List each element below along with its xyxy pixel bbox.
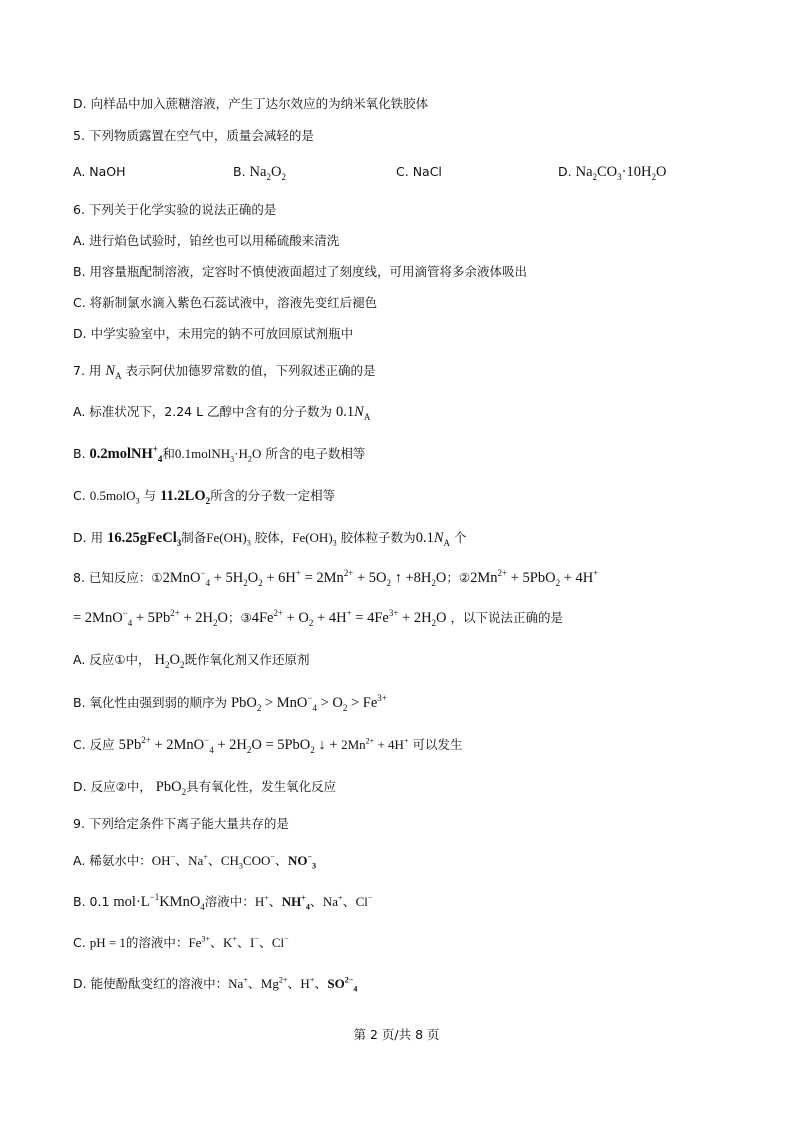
q5-stem: 5. 下列物质露置在空气中，质量会减轻的是 bbox=[73, 128, 314, 143]
q5-option-a: A. NaOH bbox=[73, 164, 126, 179]
q7-option-a: A. 标准状况下，2.24 L 乙醇中含有的分子数为 $0.1N_A$ bbox=[73, 404, 371, 422]
q5-option-c: C. NaCl bbox=[396, 164, 442, 179]
q9-option-c: C. pH = 1的溶液中：$Fe^{3+}$、K+、I−、Cl− bbox=[73, 934, 289, 950]
q7-option-b: B. 0.2molNH+$_4$和$0.1molNH_3\cdot H_2O$ 所含的电子数相等 bbox=[73, 444, 366, 464]
page-footer: 第 2 页/共 8 页 bbox=[353, 1027, 440, 1042]
q5-option-b: B. $Na_2O_2$ bbox=[233, 164, 286, 182]
q8-stem-line2: = $2MnO^-_4 + 5Pb^{2+} + 2H_2O$；$③4Fe^{2+} + O_2 + 4H^+ = 4Fe^{3+} + 2H_2O$ ，以下说法正确的是 bbox=[73, 608, 564, 628]
q8-stem-line1: 8. 已知反应：①2MnO−$_4$ + $5H_2O_2 + 6H^+ = 2Mn^{2+} + 5O_2$ ↑ $+8H_2O$；$②2Mn^{2+} + 5PbO_2 + 4H^+$ bbox=[73, 568, 599, 588]
q8-option-c: C. 反应 $5Pb^{2+} + 2MnO^-_4 + 2H_2O = 5PbO_2$ ↓ + $2Mn^{2+} + 4H^+$ 可以发生 bbox=[73, 735, 463, 755]
q9-option-a: A. 稀氨水中：OH−、Na+、$CH_3COO^-$、$NO^-_3$ bbox=[73, 852, 317, 871]
q6-option-a: A. 进行焰色试验时，铂丝也可以用稀硫酸来清洗 bbox=[73, 233, 340, 248]
q6-stem: 6. 下列关于化学实验的说法正确的是 bbox=[73, 202, 277, 217]
q4-option-d: D. 向样品中加入蔗糖溶液，产生丁达尔效应的为纳米氧化铁胶体 bbox=[73, 96, 429, 111]
q6-option-d: D. 中学实验室中，未用完的钠不可放回原试剂瓶中 bbox=[73, 326, 354, 341]
q7-option-d: D. 用 16.25gFeCl$_3$制备$Fe(OH)_3$ 胶体，$Fe(OH)_3$ 胶体粒子数为$0.1N_A$ 个 bbox=[73, 530, 467, 548]
q9-option-b: B. 0.1 $mol\cdot L^{-1}KMnO_4$溶液中：H+、$NH^+_4$、Na+、Cl− bbox=[73, 892, 373, 912]
q8-option-b: B. 氧化性由强到弱的顺序为 $PbO_2 > MnO^-_4 > O_2 > Fe^{3+}$ bbox=[73, 693, 387, 713]
q6-option-c: C. 将新制氯水滴入紫色石蕊试液中，溶液先变红后褪色 bbox=[73, 295, 378, 310]
q9-stem: 9. 下列给定条件下离子能大量共存的是 bbox=[73, 816, 289, 831]
q8-option-a: A. 反应①中， $H_2O_2$既作氧化剂又作还原剂 bbox=[73, 652, 310, 670]
q8-option-d: D. 反应②中， PbO$_2$具有氧化性，发生氧化反应 bbox=[73, 779, 337, 797]
q7-stem: 7. 用 $N_A$ 表示阿伏加德罗常数的值，下列叙述正确的是 bbox=[73, 363, 376, 381]
q9-option-d: D. 能使酚酞变红的溶液中：Na+、$Mg^{2+}$、H+、$SO^{2-}_4$ bbox=[73, 975, 358, 994]
q7-option-c: C. 0.5molO$_3$ 与 $11.2LO_2$所含的分子数一定相等 bbox=[73, 488, 336, 506]
q5-option-d: D. $Na_2CO_3\cdot 10H_2O$ bbox=[558, 164, 667, 182]
q6-option-b: B. 用容量瓶配制溶液，定容时不慎使液面超过了刻度线，可用滴管将多余液体吸出 bbox=[73, 264, 528, 279]
